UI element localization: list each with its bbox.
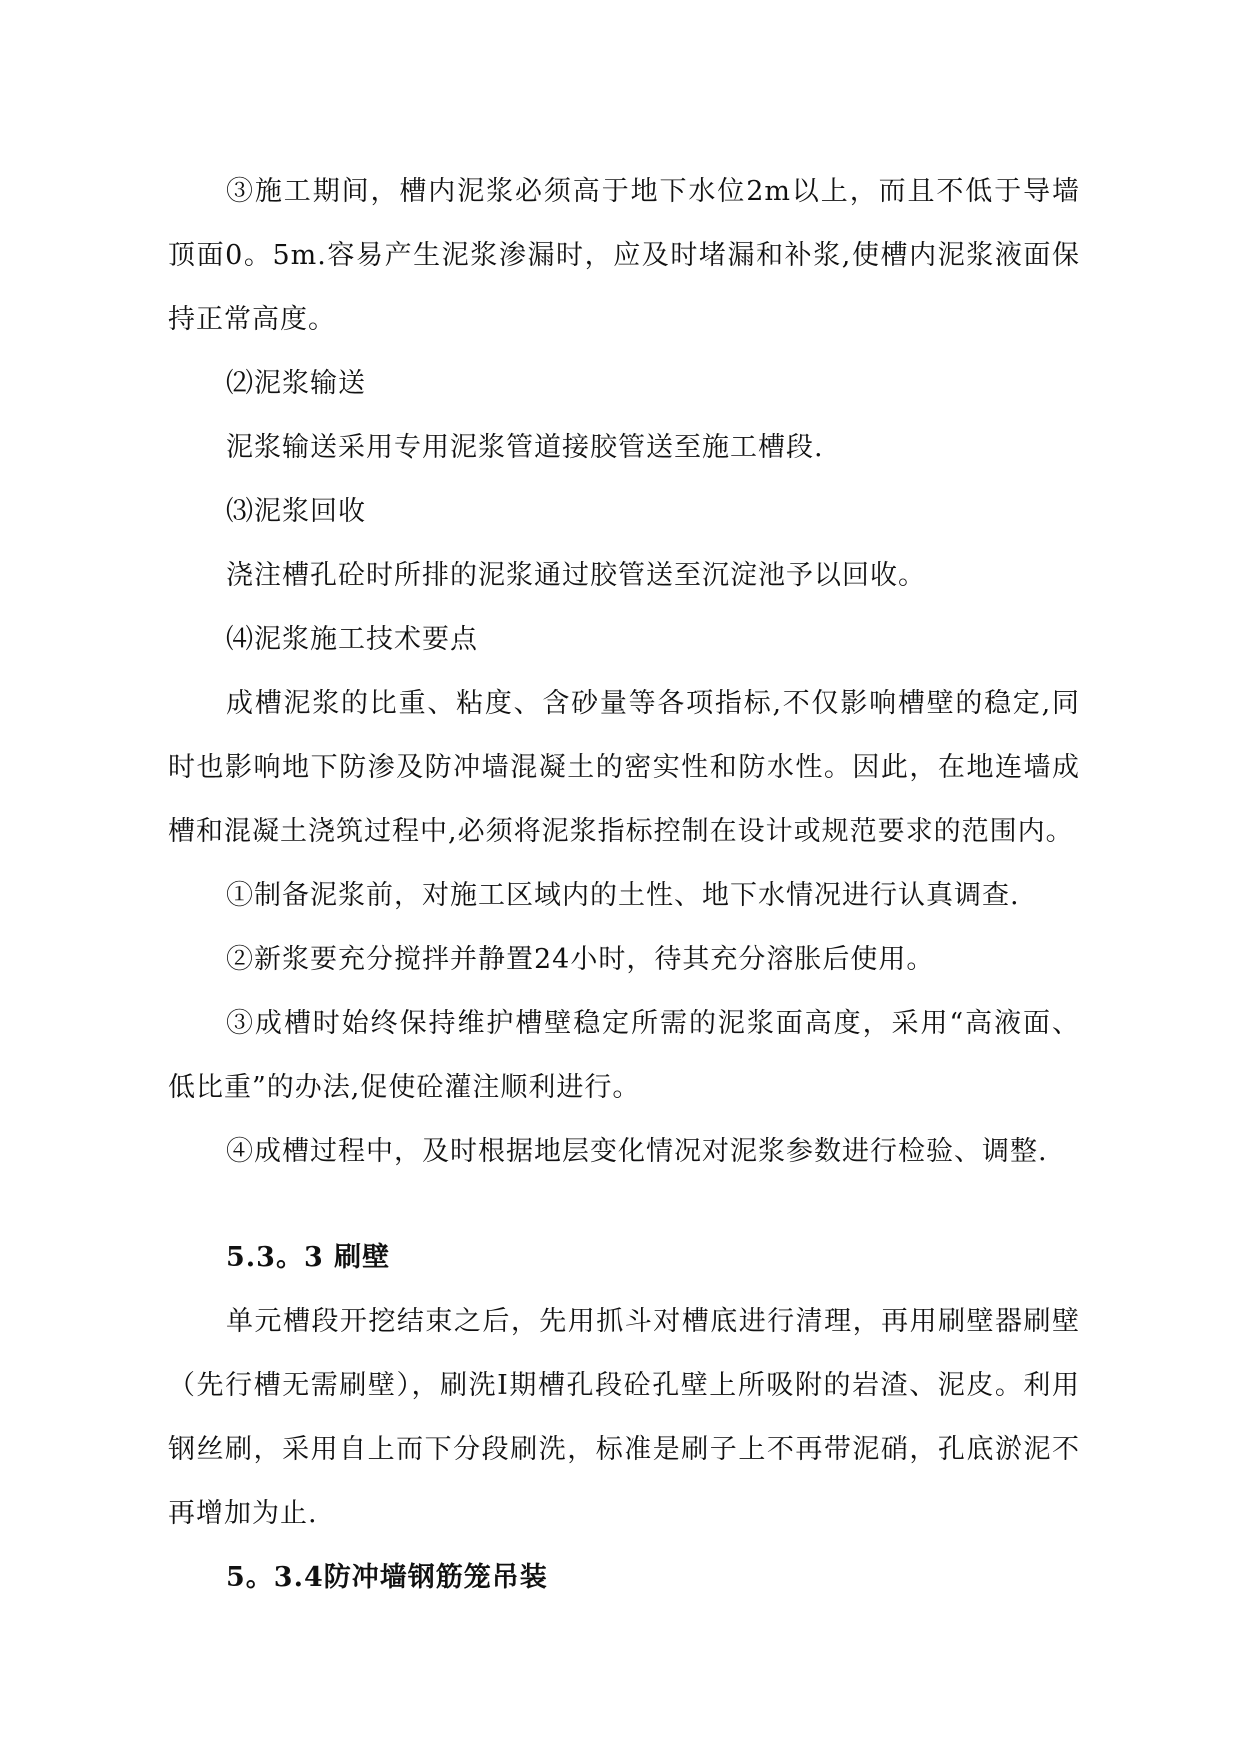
subheading-slurry-key-points: ⑷泥浆施工技术要点 [226, 624, 478, 655]
paragraph-slurry-recovery: 浇注槽孔砼时所排的泥浆通过胶管送至沉淀池予以回收。 [226, 560, 926, 591]
subheading-slurry-transport: ⑵泥浆输送 [226, 368, 366, 399]
list-item-2: ②新浆要充分搅拌并静置24小时，待其充分溶胀后使用。 [226, 944, 935, 975]
paragraph-slurry-transport: 泥浆输送采用专用泥浆管道接胶管送至施工槽段. [226, 432, 824, 463]
list-item-4: ④成槽过程中，及时根据地层变化情况对泥浆参数进行检验、调整. [226, 1136, 1048, 1167]
subheading-slurry-recovery: ⑶泥浆回收 [226, 496, 366, 527]
list-item-1: ①制备泥浆前，对施工区域内的土性、地下水情况进行认真调查. [226, 880, 1020, 911]
section-spacer [168, 1184, 1080, 1226]
paragraph-wall-brushing: 单元槽段开挖结束之后，先用抓斗对槽底进行清理，再用刷壁器刷壁（先行槽无需刷壁），刷洗Ⅰ期槽孔段砼孔壁上所吸附的岩渣、泥皮。利用钢丝刷，采用自上而下分段刷洗，标准是刷子上不再带泥硝，孔底淤泥不再增加为止. [168, 1306, 1080, 1529]
section-heading-533: 5.3。3 刷壁 [226, 1242, 391, 1273]
page-content [168, 160, 1080, 1610]
paragraph-slurry-indicators: 成槽泥浆的比重、粘度、含砂量等各项指标,不仅影响槽壁的稳定,同时也影响地下防渗及防冲墙混凝土的密实性和防水性。因此，在地连墙成槽和混凝土浇筑过程中,必须将泥浆指标控制在设计或规范要求的范围内。 [168, 688, 1080, 847]
paragraph-slurry-level: ③施工期间，槽内泥浆必须高于地下水位2m以上，而且不低于导墙顶面0。5m.容易产生泥浆渗漏时，应及时堵漏和补浆,使槽内泥浆液面保持正常高度。 [168, 176, 1080, 335]
section-heading-534: 5。3.4防冲墙钢筋笼吊装 [226, 1562, 548, 1593]
list-item-3: ③成槽时始终保持维护槽壁稳定所需的泥浆面高度，采用“高液面、低比重”的办法,促使砼灌注顺利进行。 [168, 1008, 1080, 1103]
